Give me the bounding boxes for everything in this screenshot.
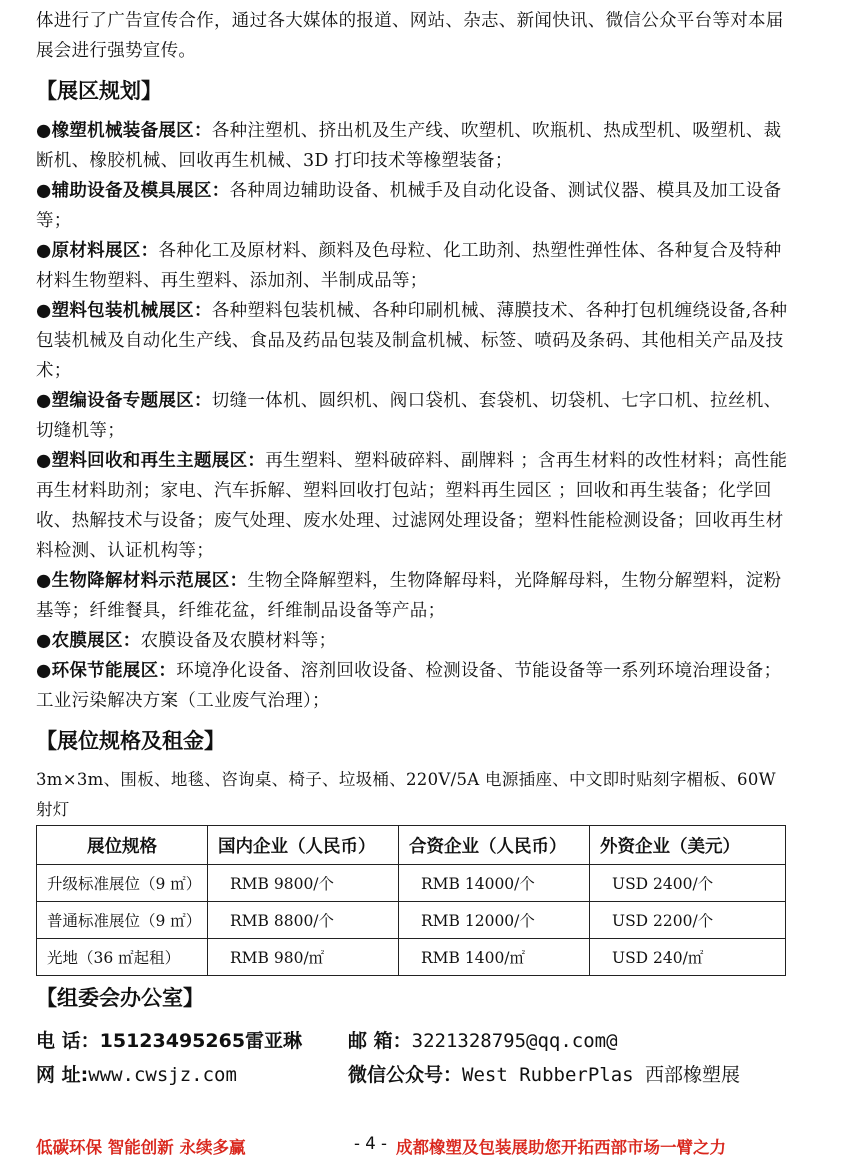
table-header-cell: 合资企业（人民币） — [399, 826, 590, 865]
table-cell: RMB 12000/个 — [399, 902, 590, 939]
bullet-icon: ● — [36, 241, 52, 261]
table-cell: RMB 1400/㎡ — [399, 939, 590, 976]
website-label: 网 址: — [36, 1064, 89, 1086]
phone-value: 15123495265雷亚琳 — [99, 1030, 303, 1052]
table-cell: USD 2200/个 — [590, 902, 786, 939]
footer-tagline: 成都橡塑及包装展助您开拓西部市场一臂之力 — [396, 1138, 726, 1157]
table-cell: 升级标准展位（9 ㎡） — [37, 865, 208, 902]
booth-description: 3m×3m、围板、地毯、咨询桌、椅子、垃圾桶、220V/5A 电源插座、中文即时贴刻字楣板、60W 射灯 — [36, 770, 776, 819]
bullet-icon: ● — [36, 181, 52, 201]
table-cell: USD 2400/个 — [590, 865, 786, 902]
bullet-icon: ● — [36, 301, 52, 321]
bullet-icon: ● — [36, 661, 52, 681]
email-value[interactable]: 3221328795@qq.com@ — [411, 1030, 618, 1052]
table-cell: RMB 9800/个 — [208, 865, 399, 902]
website-value[interactable]: www.cwsjz.com — [88, 1064, 237, 1086]
table-header-row — [37, 826, 786, 865]
bullet-icon: ● — [36, 121, 52, 141]
table-cell: RMB 8800/个 — [208, 902, 399, 939]
zone-item: ●生物降解材料示范展区：生物全降解塑料，生物降解母料，光降解母料，生物分解塑料，淀粉基等；纤维餐具，纤维花盆，纤维制品设备等产品； — [36, 571, 782, 621]
table-row — [37, 865, 786, 902]
office-heading: 【组委会办公室】 — [36, 986, 204, 1010]
wechat-label: 微信公众号： — [348, 1064, 463, 1086]
wechat-value: West RubberPlas 西部橡塑展 — [462, 1064, 741, 1086]
zone-item: ●塑料回收和再生主题展区：再生塑料、塑料破碎料、副牌料 ；含再生材料的改性材料；高性能再生材料助剂；家电、汽车拆解、塑料回收打包站；塑料再生园区 ；回收和再生装备；化学回收、热解技术与设备；废气处理、废水处理、过滤网处理设备；塑料性能检测设备；回收再生材料检测、认证机构等； — [36, 451, 788, 561]
zone-item: ●农膜展区：农膜设备及农膜材料等； — [36, 631, 337, 651]
bullet-icon: ● — [36, 391, 52, 411]
zones-heading: 【展区规划】 — [36, 79, 162, 103]
booth-price-table — [36, 825, 786, 976]
table-row — [37, 939, 786, 976]
table-cell: RMB 14000/个 — [399, 865, 590, 902]
zone-item: ●辅助设备及模具展区：各种周边辅助设备、机械手及自动化设备、测试仪器、模具及加工设备等； — [36, 181, 782, 231]
email-line — [348, 1026, 618, 1056]
table-header-cell: 国内企业（人民币） — [208, 826, 399, 865]
booth-heading: 【展位规格及租金】 — [36, 729, 225, 753]
table-cell: 光地（36 ㎡起租） — [37, 939, 208, 976]
bullet-icon: ● — [36, 631, 52, 651]
footer-slogan: 低碳环保 智能创新 永续多赢 — [36, 1138, 246, 1157]
table-cell: RMB 980/㎡ — [208, 939, 399, 976]
table-row — [37, 902, 786, 939]
table-header-cell: 展位规格 — [37, 826, 208, 865]
zone-item: ●环保节能展区：环境净化设备、溶剂回收设备、检测设备、节能设备等一系列环境治理设备；工业污染解决方案（工业废气治理）； — [36, 661, 782, 711]
zones-list — [36, 116, 788, 716]
website-line — [36, 1060, 237, 1090]
bullet-icon: ● — [36, 571, 52, 591]
page-number: - 4 - — [354, 1134, 387, 1153]
zone-item: ●原材料展区：各种化工及原材料、颜料及色母粒、化工助剂、热塑性弹性体、各种复合及特种材料生物塑料、再生塑料、添加剂、半制成品等； — [36, 241, 782, 291]
table-cell: USD 240/㎡ — [590, 939, 786, 976]
phone-label: 电 话： — [36, 1030, 100, 1052]
bullet-icon: ● — [36, 451, 52, 471]
zone-item: ●塑料包装机械展区：各种塑料包装机械、各种印刷机械、薄膜技术、各种打包机缠绕设备,各种包装机械及自动化生产线、食品及药品包装及制盒机械、标签、喷码及条码、其他相关产品及技术； — [36, 301, 788, 381]
table-cell: 普通标准展位（9 ㎡） — [37, 902, 208, 939]
email-label: 邮 箱： — [348, 1030, 412, 1052]
intro-paragraph: 体进行了广告宣传合作，通过各大媒体的报道、网站、杂志、新闻快讯、微信公众平台等对本届展会进行强势宣传。 — [36, 11, 784, 61]
phone-line — [36, 1026, 302, 1056]
zone-item: ●橡塑机械装备展区：各种注塑机、挤出机及生产线、吹塑机、吹瓶机、热成型机、吸塑机、裁断机、橡胶机械、回收再生机械、3D 打印技术等橡塑装备； — [36, 121, 782, 171]
table-header-cell: 外资企业（美元） — [590, 826, 786, 865]
zone-item: ●塑编设备专题展区：切缝一体机、圆织机、阀口袋机、套袋机、切袋机、七字口机、拉丝机、切缝机等； — [36, 391, 782, 441]
wechat-line — [348, 1060, 740, 1090]
